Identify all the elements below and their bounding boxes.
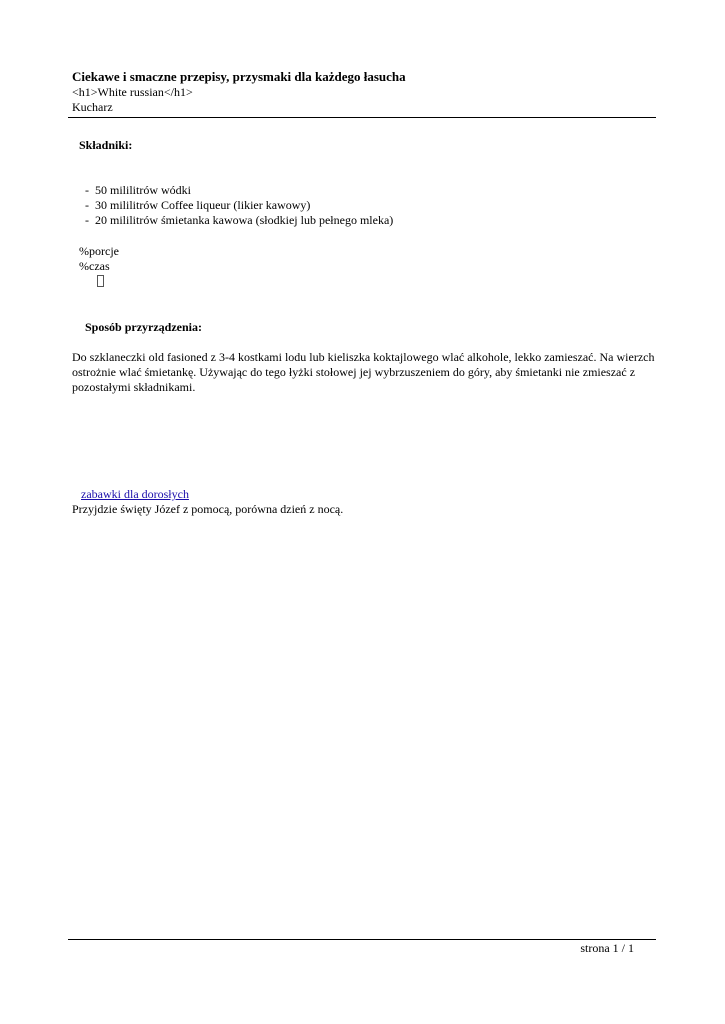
- ingredient-text: 20 mililitrów śmietanka kawowa (słodkiej lub pełnego mleka): [95, 213, 394, 227]
- time-placeholder: %czas: [79, 259, 110, 273]
- list-item: [85, 198, 393, 213]
- list-item: [85, 183, 393, 198]
- header-divider: [68, 117, 656, 118]
- author-name: Kucharz: [72, 100, 113, 114]
- ingredient-text: 30 mililitrów Coffee liqueur (likier kawowy): [95, 198, 311, 212]
- recipe-title: <h1>White russian</h1>: [72, 85, 193, 99]
- preparation-heading: Sposób przyrządzenia:: [85, 320, 202, 334]
- broken-image-icon: [97, 275, 104, 287]
- list-item: [85, 213, 393, 228]
- page-number: strona 1 / 1: [580, 941, 634, 955]
- recipe-meta: [79, 244, 119, 274]
- ingredients-heading: Składniki:: [79, 138, 133, 152]
- preparation-text: Do szklaneczki old fasioned z 3-4 kostkami lodu lub kieliszka koktajlowego wlać alkohole, lekko zamieszać. Na wierzch ostrożnie wlać śmietankę. Używając do tego łyżki stołowej jej wybrzuszeniem do góry, aby śmietanki nie zmieszać z pozostałymi składnikami.: [72, 350, 655, 394]
- site-title: Ciekawe i smaczne przepisy, przysmaki dla każdego łasucha: [72, 69, 406, 84]
- list-dash: -: [85, 198, 89, 212]
- ingredient-text: 50 mililitrów wódki: [95, 183, 191, 197]
- list-dash: -: [85, 213, 89, 227]
- promo-link[interactable]: zabawki dla dorosłych: [81, 487, 189, 501]
- page-header: [72, 69, 656, 115]
- footer-divider: [68, 939, 656, 940]
- ingredients-list: [85, 183, 393, 228]
- list-dash: -: [85, 183, 89, 197]
- portions-placeholder: %porcje: [79, 244, 119, 258]
- tagline: Przyjdzie święty Józef z pomocą, porówna dzień z nocą.: [72, 502, 344, 516]
